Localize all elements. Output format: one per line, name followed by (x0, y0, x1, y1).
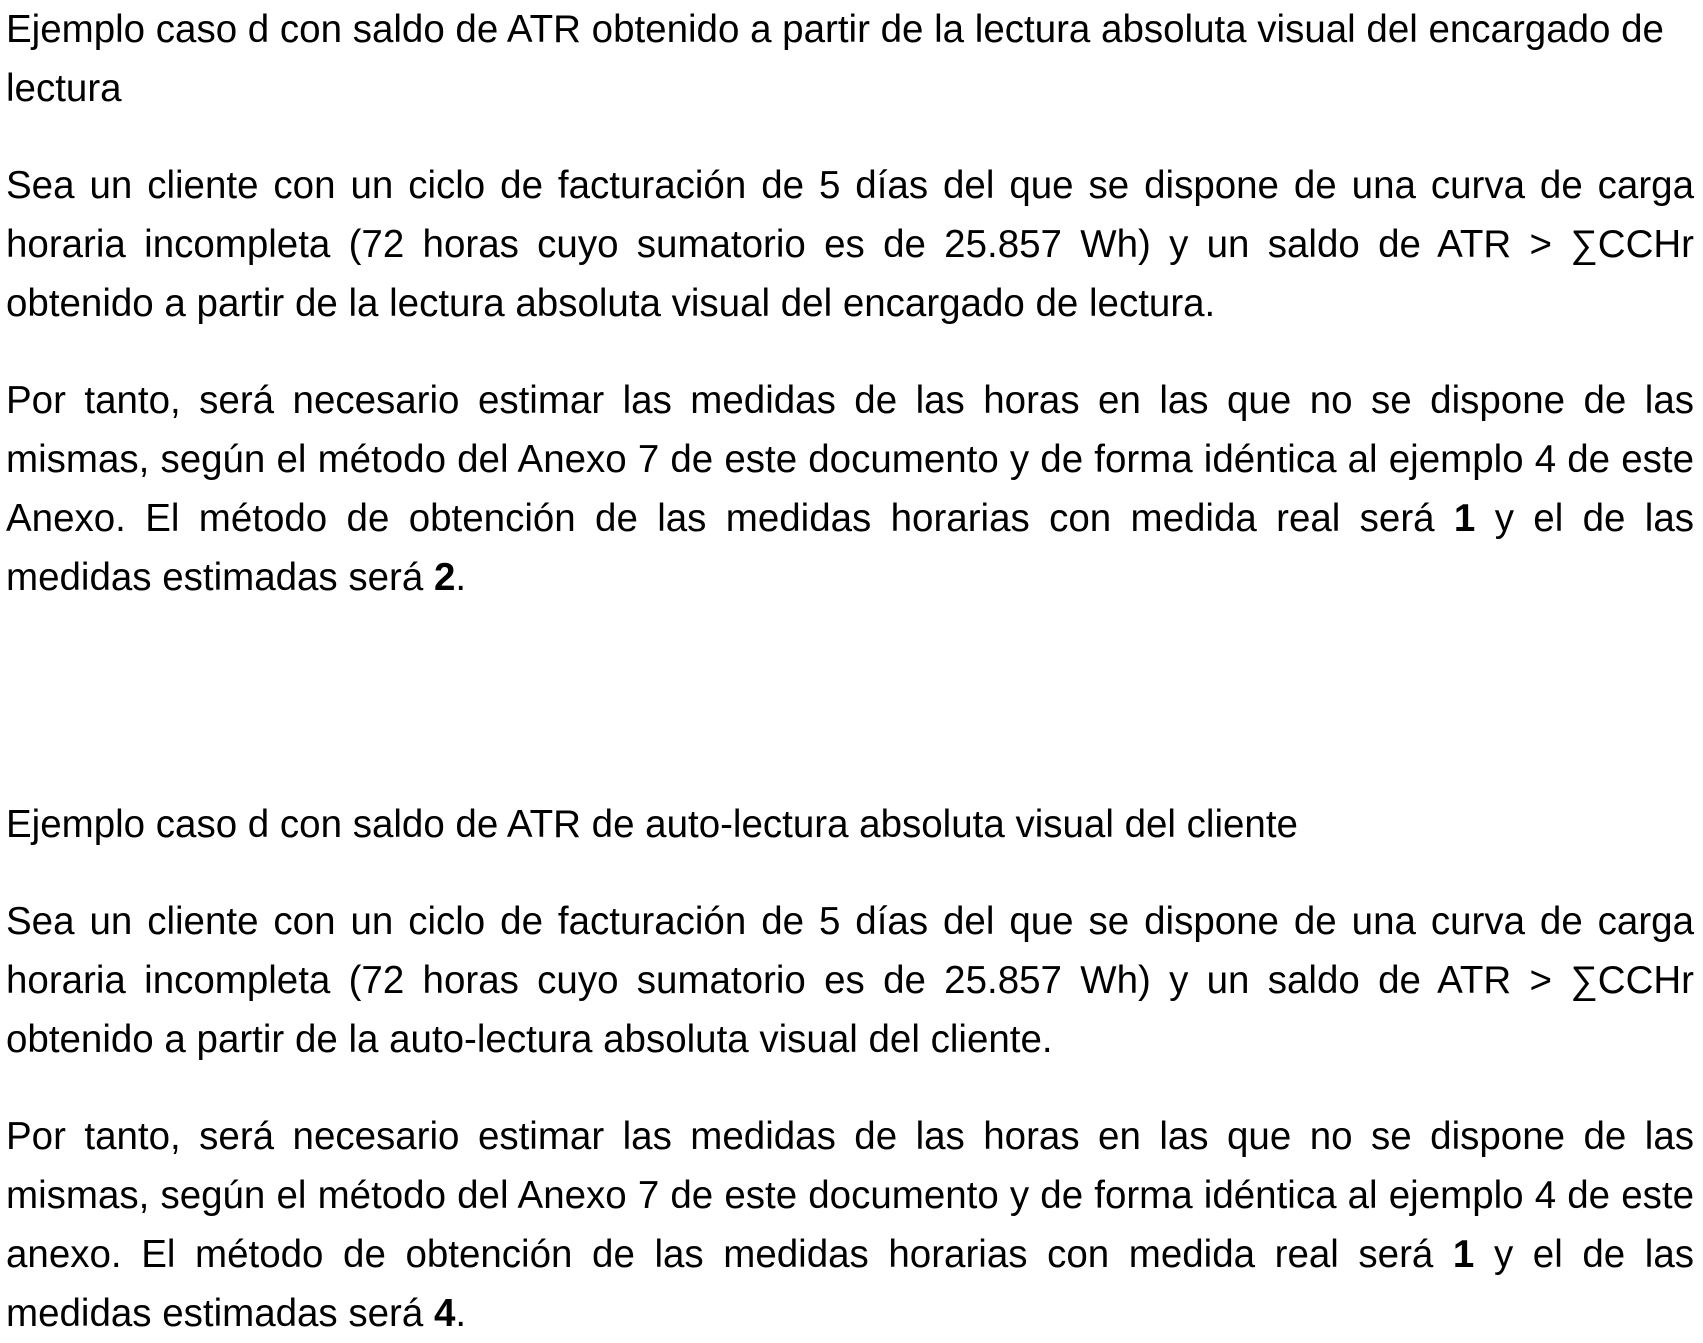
paragraph-text: y el de las medidas estimadas será (6, 497, 1694, 599)
method-real-value: 1 (1453, 497, 1476, 540)
paragraph-description: Sea un cliente con un ciclo de facturación de 5 días del que se dispone de una curva de carga horaria incompleta (72 horas cuyo sumatorio es de 25.857 Wh) y un saldo de ATR > ∑CCHr obtenido a partir de la lectura absoluta visual del encargado de lectura. (6, 164, 1694, 325)
method-estimated-value: 2 (433, 556, 456, 599)
paragraph-method (6, 1107, 1694, 1343)
paragraph-text: . (455, 556, 467, 599)
paragraph-description: Sea un cliente con un ciclo de facturación de 5 días del que se dispone de una curva de carga horaria incompleta (72 horas cuyo sumatorio es de 25.857 Wh) y un saldo de ATR > ∑CCHr obtenido a partir de la auto-lectura absoluta visual del cliente. (6, 900, 1694, 1061)
paragraph-text: Por tanto, será necesario estimar las medidas de las horas en las que no se dispone de las mismas, según el método del Anexo 7 de este documento y de forma idéntica al ejemplo 4 de este anexo. El método de obtención de las medidas horarias con medida real será (6, 1115, 1694, 1276)
paragraph-method (6, 371, 1694, 607)
method-real-value: 1 (1452, 1233, 1475, 1276)
document-page (6, 0, 1694, 1335)
paragraph-text: . (455, 1292, 467, 1335)
section-lectura-encargado (6, 0, 1694, 607)
section-auto-lectura-cliente (6, 795, 1694, 1343)
section-heading: Ejemplo caso d con saldo de ATR de auto-lectura absoluta visual del cliente (6, 803, 1298, 846)
section-heading: Ejemplo caso d con saldo de ATR obtenido a partir de la lectura absoluta visual del encargado de lectura (6, 8, 1664, 110)
paragraph-text: y el de las medidas estimadas será (6, 1233, 1694, 1335)
paragraph-text: Por tanto, será necesario estimar las medidas de las horas en las que no se dispone de las mismas, según el método del Anexo 7 de este documento y de forma idéntica al ejemplo 4 de este Anexo. El método de obtención de las medidas horarias con medida real será (6, 379, 1694, 540)
method-estimated-value: 4 (433, 1292, 456, 1335)
